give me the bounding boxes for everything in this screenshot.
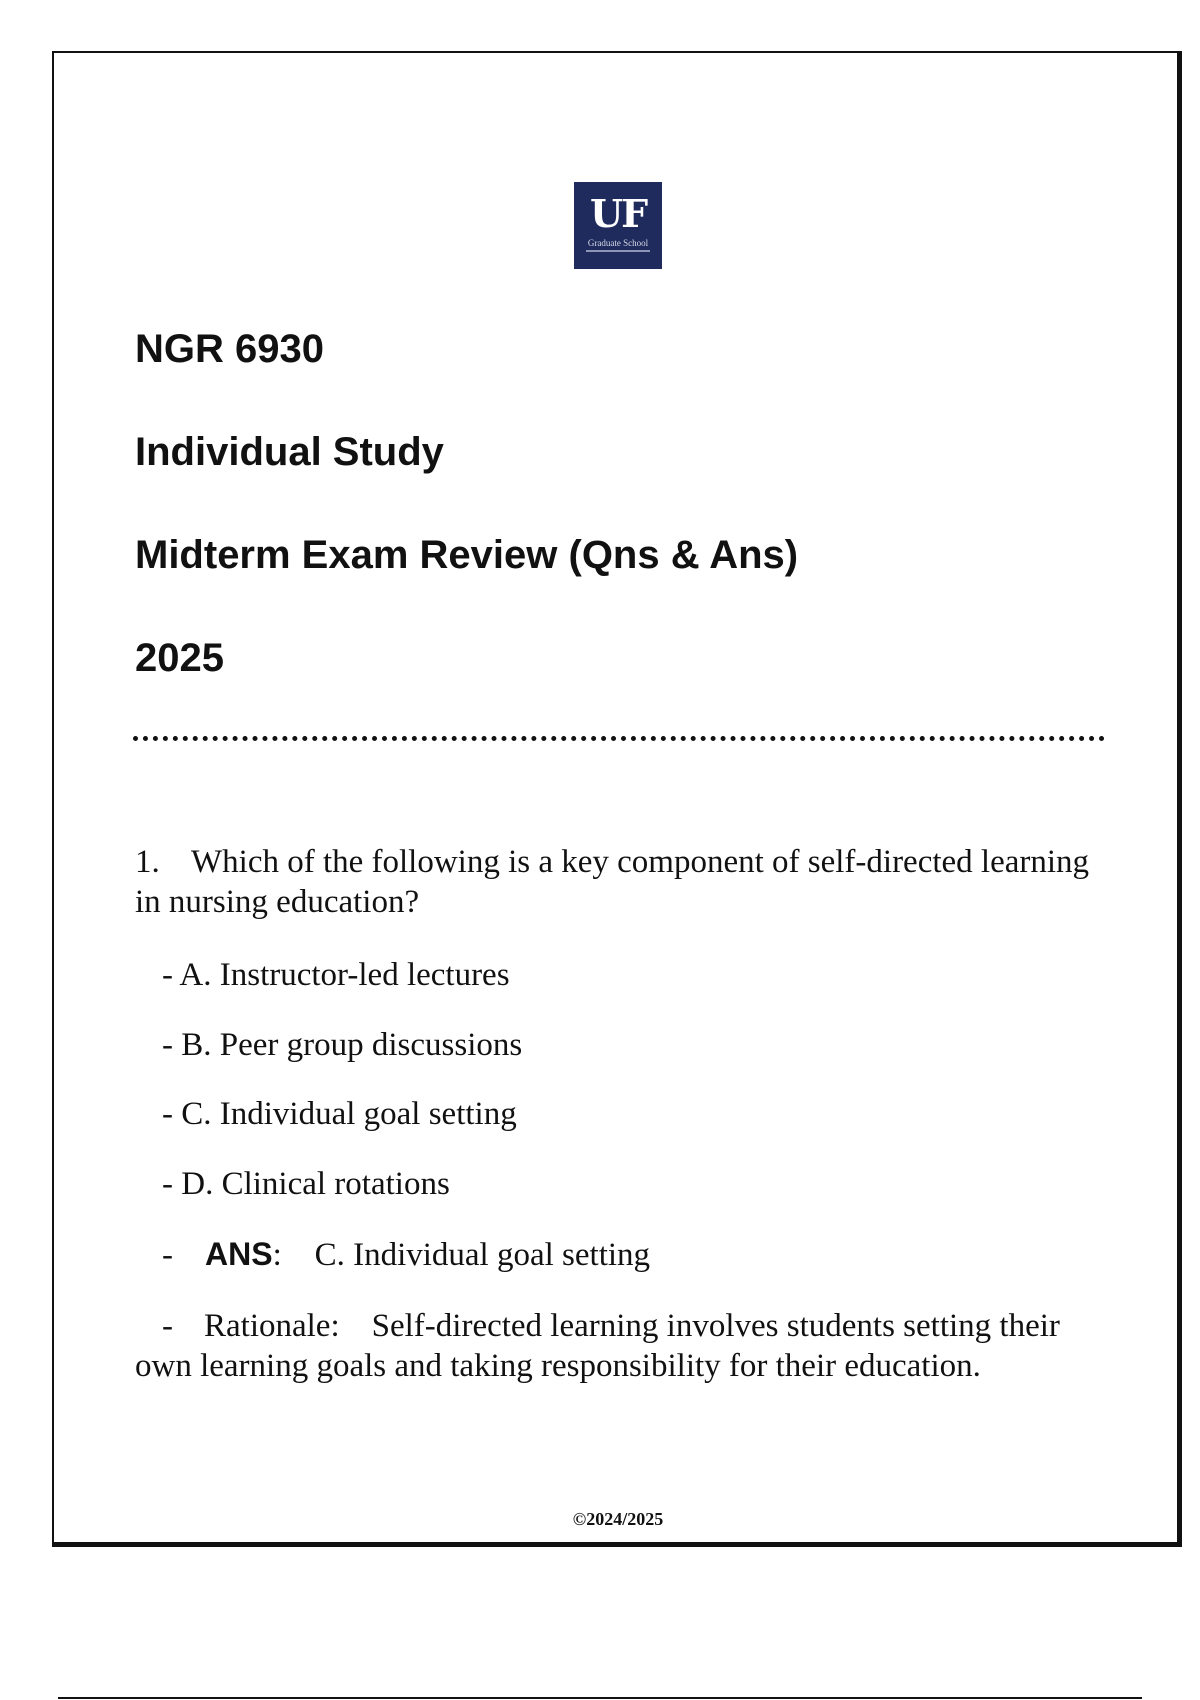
answer-colon: : [272, 1237, 282, 1273]
logo-subtitle: Graduate School [587, 238, 649, 248]
answer-dash: - [162, 1237, 173, 1273]
option-d: - D. Clinical rotations [162, 1166, 450, 1202]
question-text: Which of the following is a key component of self-directed learning in nursing education? [135, 844, 1090, 920]
question-number: 1. [135, 844, 160, 880]
uf-logo [574, 182, 662, 269]
option-c: - C. Individual goal setting [162, 1096, 517, 1132]
answer-label: ANS [205, 1236, 273, 1272]
bottom-rule [58, 1697, 1142, 1699]
exam-year: 2025 [135, 636, 224, 680]
rationale-text: Self-directed learning involves students setting their own learning goals and taking responsibility for their education. [135, 1308, 1060, 1384]
exam-title: Midterm Exam Review (Qns & Ans) [135, 533, 799, 577]
rationale-dash: - [162, 1308, 173, 1344]
option-a: - A. Instructor-led lectures [162, 957, 510, 993]
course-code: NGR 6930 [135, 327, 324, 371]
answer-line [162, 1234, 650, 1275]
logo-fine-line [586, 250, 650, 252]
question-1 [135, 842, 1095, 922]
option-b: - B. Peer group discussions [162, 1027, 523, 1063]
course-name: Individual Study [135, 430, 444, 474]
dotted-divider [133, 736, 1105, 741]
logo-letters: UF [589, 191, 647, 236]
answer-text: C. Individual goal setting [314, 1237, 651, 1273]
rationale-label: Rationale: [204, 1308, 340, 1344]
copyright-footer: ©2024/2025 [572, 1509, 664, 1529]
rationale [135, 1306, 1095, 1386]
